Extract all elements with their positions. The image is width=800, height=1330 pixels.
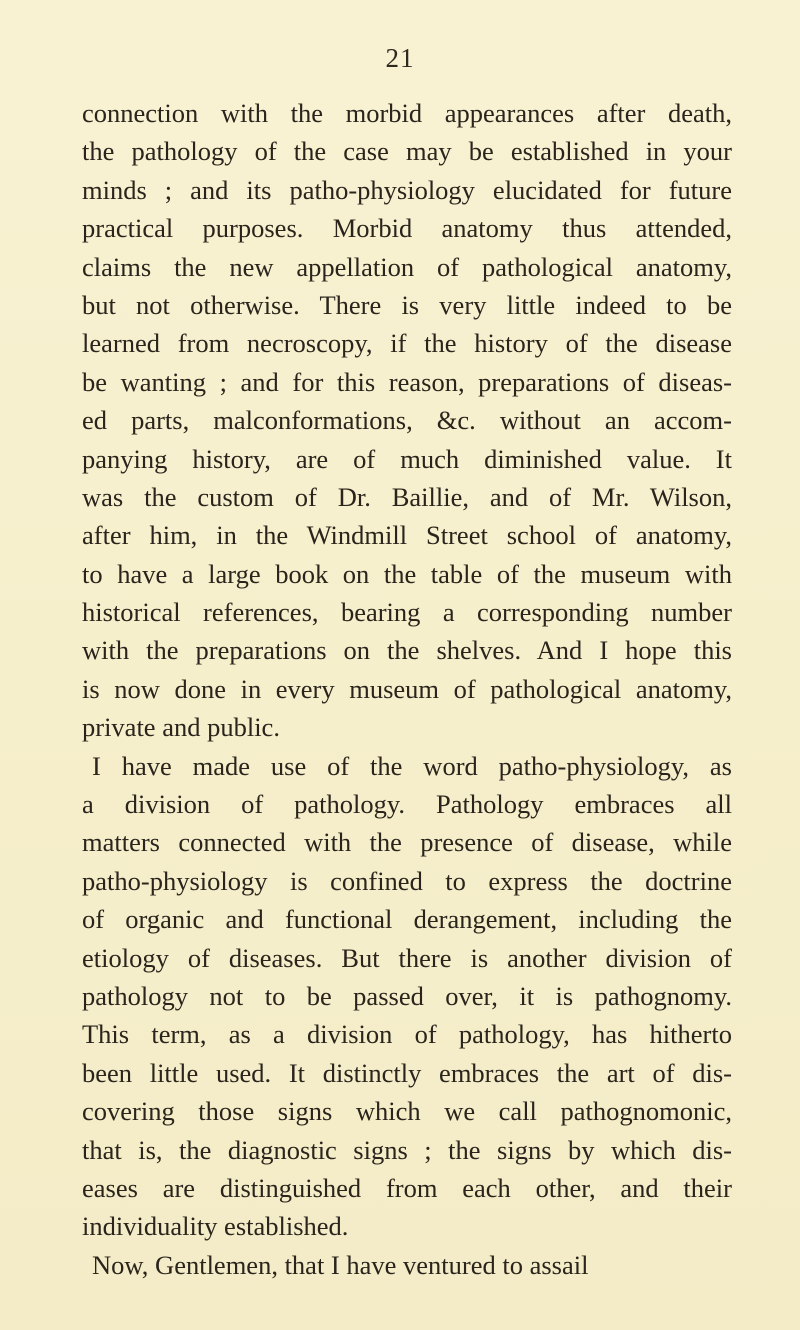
text-line: practical purposes. Morbid anatomy thus attended, xyxy=(82,213,732,244)
text-line: that is, the diagnostic signs ; the signs by which dis- xyxy=(82,1134,732,1165)
text-line: minds ; and its patho-physiology elucidated for future xyxy=(82,174,732,205)
text-line: panying history, are of much diminished value. It xyxy=(82,443,732,474)
text-line: with the preparations on the shelves. And I hope this xyxy=(82,635,732,666)
page-number: 21 xyxy=(385,43,415,73)
text-line: learned from necroscopy, if the history of the disease xyxy=(82,328,732,359)
text-line: a division of pathology. Pathology embraces all xyxy=(82,789,732,820)
body-text xyxy=(82,94,732,1284)
text-line-paragraph-end: private and public. xyxy=(82,712,280,743)
text-line: etiology of diseases. But there is another division of xyxy=(82,942,732,973)
text-line-paragraph-end: individuality established. xyxy=(82,1211,349,1242)
text-line: patho-physiology is confined to express the doctrine xyxy=(82,865,732,896)
text-line: This term, as a division of pathology, has hitherto xyxy=(82,1019,732,1050)
text-line: pathology not to be passed over, it is pathognomy. xyxy=(82,980,732,1011)
text-line: is now done in every museum of pathological anatomy, xyxy=(82,673,732,704)
text-line: ed parts, malconformations, &c. without an accom- xyxy=(82,405,732,436)
text-line: the pathology of the case may be established in your xyxy=(82,136,732,167)
text-line: eases are distinguished from each other, and their xyxy=(82,1172,732,1203)
text-line: connection with the morbid appearances after death, xyxy=(82,98,732,128)
text-line: but not otherwise. There is very little indeed to be xyxy=(82,289,732,320)
text-line: of organic and functional derangement, including the xyxy=(82,904,732,935)
text-line: after him, in the Windmill Street school of anatomy, xyxy=(82,520,732,551)
text-line: historical references, bearing a corresponding number xyxy=(82,597,732,628)
text-line: to have a large book on the table of the museum with xyxy=(82,558,732,589)
text-line: been little used. It distinctly embraces the art of dis- xyxy=(82,1057,732,1088)
text-line-paragraph-start: I have made use of the word patho-physiology, as xyxy=(92,750,732,781)
text-line-paragraph-start: Now, Gentlemen, that I have ventured to assail xyxy=(92,1249,589,1280)
text-line: matters connected with the presence of disease, while xyxy=(82,827,732,858)
text-line: was the custom of Dr. Baillie, and of Mr. Wilson, xyxy=(82,481,732,512)
text-line: claims the new appellation of pathological anatomy, xyxy=(82,251,732,282)
text-line: be wanting ; and for this reason, preparations of diseas- xyxy=(82,366,732,397)
text-line: covering those signs which we call pathognomonic, xyxy=(82,1096,732,1127)
